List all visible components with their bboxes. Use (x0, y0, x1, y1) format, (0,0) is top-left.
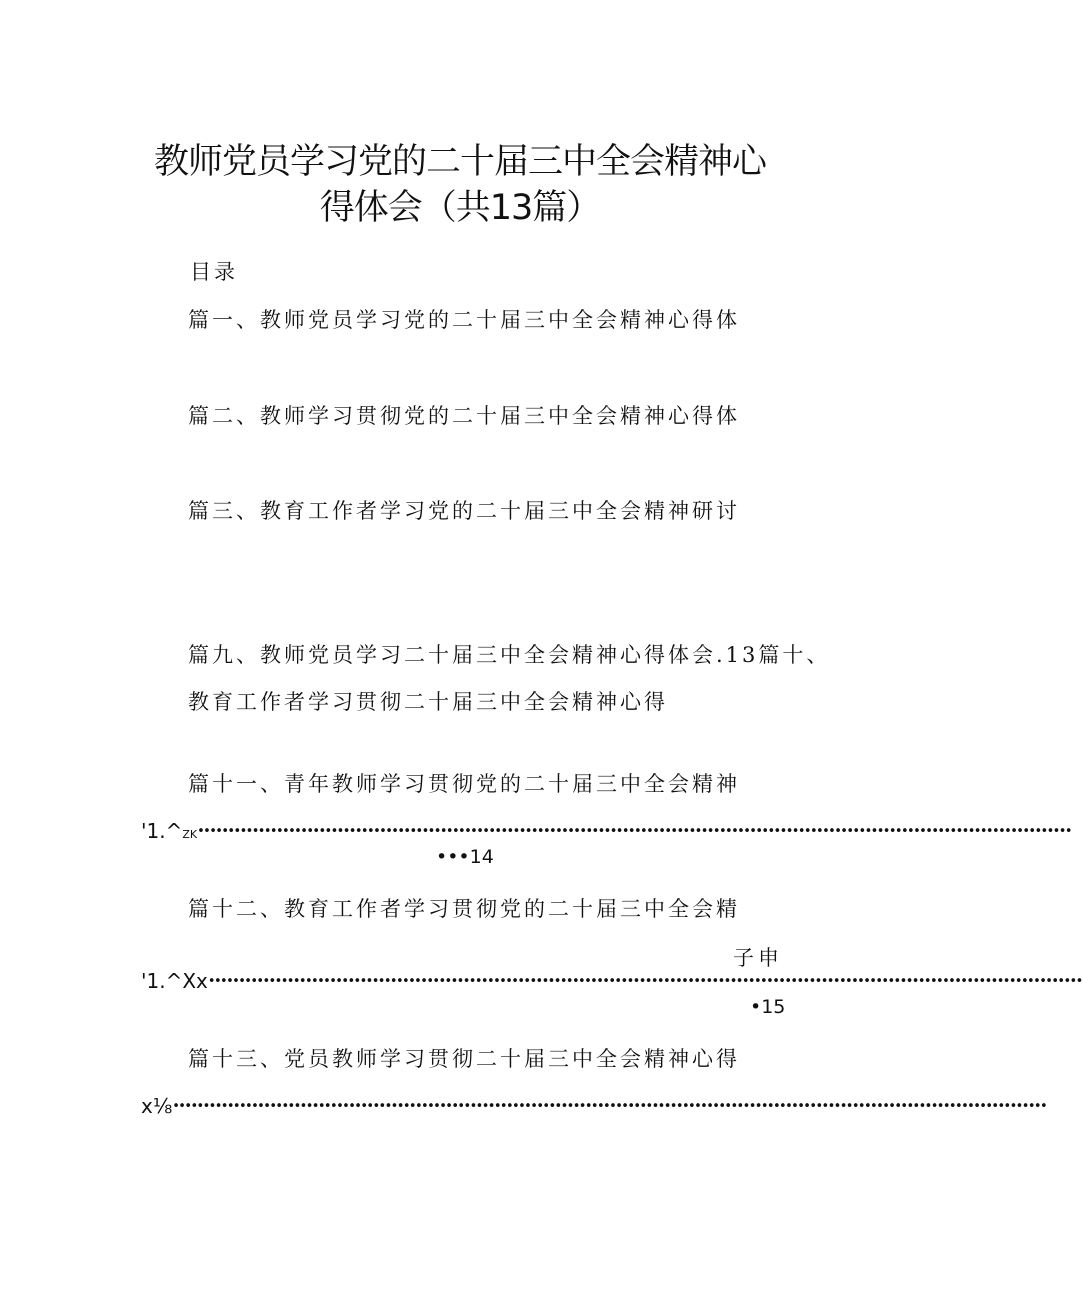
page-number-15: •15 (750, 996, 786, 1018)
toc-entry-3[interactable]: 篇三、教育工作者学习党的二十届三中全会精神研讨 (188, 499, 740, 523)
leader-dots: •••••••••••••••••••••••••••••••••••••••••••••••••••••••••••••••••••••••••••••••••••••••••••••••••••••••••••••••••••••••••••••••••••••••••••••••• (207, 974, 1082, 989)
toc-entry-1[interactable]: 篇一、教师党员学习党的二十届三中全会精神心得体 (188, 308, 740, 332)
leader-prefix: x⅛ (141, 1094, 173, 1118)
leader-prefix: '1.^ (141, 819, 183, 843)
toc-heading: 目录 (190, 260, 238, 284)
page-number-14: •••14 (436, 846, 494, 868)
toc-entry-12[interactable]: 篇十二、教育工作者学习贯彻党的二十届三中全会精 (188, 897, 740, 921)
toc-entry-9-10[interactable]: 篇九、教师党员学习二十届三中全会精神心得体会.13篇十、 (188, 643, 831, 667)
toc-entry-11[interactable]: 篇十一、青年教师学习贯彻党的二十届三中全会精神 (188, 772, 740, 796)
document-title-line-2: 得体会（共13篇） (319, 188, 601, 228)
toc-leader-line (141, 969, 1082, 999)
toc-entry-13[interactable]: 篇十三、党员教师学习贯彻二十届三中全会精神心得 (188, 1047, 740, 1071)
toc-leader-line (141, 1094, 1047, 1124)
toc-entry-2[interactable]: 篇二、教师学习贯彻党的二十届三中全会精神心得体 (188, 404, 740, 428)
toc-entry-10-cont[interactable]: 教育工作者学习贯彻二十届三中全会精神心得 (188, 690, 668, 714)
toc-leader-line (141, 819, 1071, 849)
toc-entry-12-fragment: 子申 (733, 946, 783, 970)
leader-prefix: '1.^Xx (141, 969, 208, 993)
leader-dots: •••••••••••••••••••••••••••••••••••••••••••••••••••••••••••••••••••••••••••••••••••••••••••••••••••••••••••••••••••••••••••••••••••••••••••••••• (172, 1099, 1047, 1114)
leader-prefix-small: ZK (182, 828, 198, 841)
document-title-line-1: 教师党员学习党的二十届三中全会精神心 (153, 142, 766, 182)
leader-dots: •••••••••••••••••••••••••••••••••••••••••••••••••••••••••••••••••••••••••••••••••••••••••••••••••••••••••••••••••••••••••••••••••••••••••••••••• (197, 824, 1071, 839)
